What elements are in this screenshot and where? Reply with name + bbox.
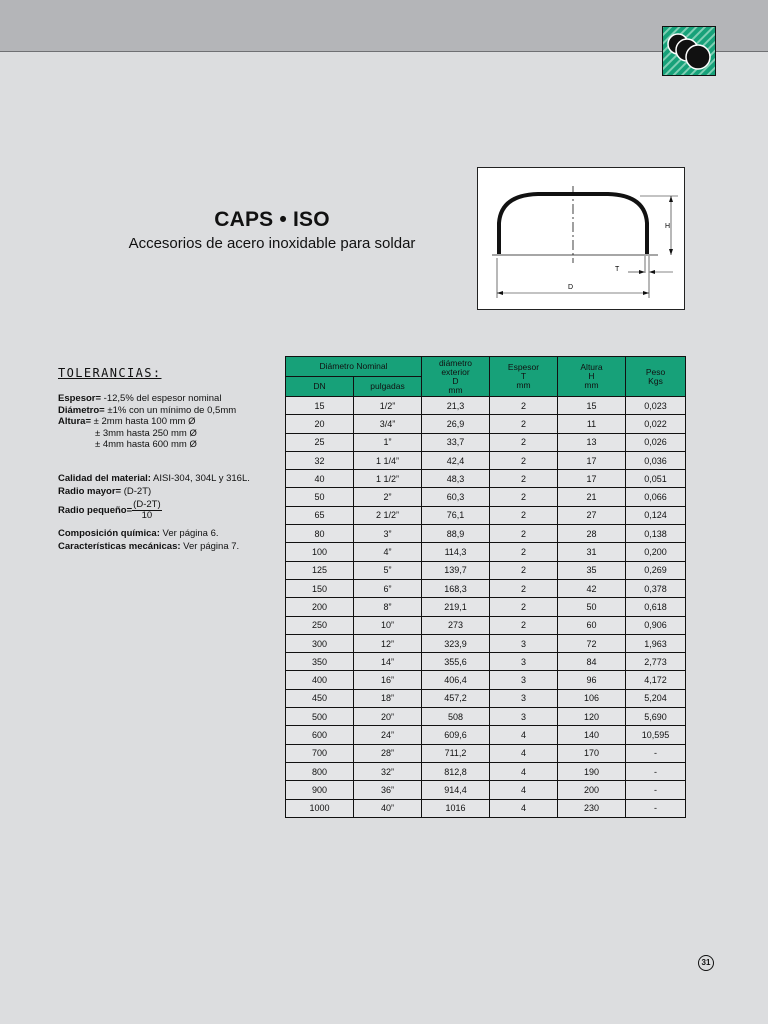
cell-dn: 150 xyxy=(286,579,354,597)
cell-altura: 13 xyxy=(558,433,626,451)
altura-line-3: ± 4mm hasta 600 mm Ø xyxy=(95,439,197,450)
table-row xyxy=(286,653,686,671)
cell-diametro-exterior: 60,3 xyxy=(422,488,490,506)
label-d: D xyxy=(568,284,574,291)
cell-altura: 190 xyxy=(558,762,626,780)
cell-pulgadas: 1/2” xyxy=(354,397,422,415)
cell-espesor: 2 xyxy=(490,598,558,616)
cell-peso: 0,378 xyxy=(626,579,686,597)
cell-peso: 0,026 xyxy=(626,433,686,451)
cell-peso: 1,963 xyxy=(626,634,686,652)
header-altura-mm: mm xyxy=(584,380,599,390)
cell-dn: 125 xyxy=(286,561,354,579)
cell-diametro-exterior: 76,1 xyxy=(422,506,490,524)
table-row xyxy=(286,397,686,415)
cell-dn: 800 xyxy=(286,762,354,780)
cell-altura: 106 xyxy=(558,689,626,707)
cell-peso: 0,618 xyxy=(626,598,686,616)
cell-dn: 40 xyxy=(286,470,354,488)
cell-altura: 42 xyxy=(558,579,626,597)
cell-diametro-exterior: 508 xyxy=(422,708,490,726)
table-row xyxy=(286,799,686,817)
cell-diametro-exterior: 139,7 xyxy=(422,561,490,579)
cell-diametro-exterior: 26,9 xyxy=(422,415,490,433)
cell-pulgadas: 14” xyxy=(354,653,422,671)
table-row xyxy=(286,579,686,597)
cell-altura: 96 xyxy=(558,671,626,689)
cell-dn: 20 xyxy=(286,415,354,433)
cell-pulgadas: 3” xyxy=(354,525,422,543)
cell-dn: 900 xyxy=(286,781,354,799)
cell-altura: 120 xyxy=(558,708,626,726)
cell-altura: 230 xyxy=(558,799,626,817)
cell-peso: 10,595 xyxy=(626,726,686,744)
cell-espesor: 2 xyxy=(490,433,558,451)
cell-peso: 0,023 xyxy=(626,397,686,415)
diametro-value: ±1% con un mínimo de 0,5mm xyxy=(104,404,237,416)
cell-pulgadas: 10” xyxy=(354,616,422,634)
cell-peso: 0,124 xyxy=(626,506,686,524)
cell-espesor: 2 xyxy=(490,579,558,597)
cell-altura: 15 xyxy=(558,397,626,415)
cell-altura: 140 xyxy=(558,726,626,744)
cell-peso: 0,036 xyxy=(626,451,686,469)
cell-espesor: 2 xyxy=(490,397,558,415)
cell-peso: 0,200 xyxy=(626,543,686,561)
cell-pulgadas: 12” xyxy=(354,634,422,652)
cell-espesor: 4 xyxy=(490,726,558,744)
cell-peso: 0,906 xyxy=(626,616,686,634)
cell-diametro-exterior: 42,4 xyxy=(422,451,490,469)
cell-espesor: 2 xyxy=(490,543,558,561)
cell-diametro-exterior: 711,2 xyxy=(422,744,490,762)
header-diam-ext-label: diámetro exterior xyxy=(438,357,473,377)
top-band xyxy=(0,0,768,52)
cell-espesor: 4 xyxy=(490,744,558,762)
cell-pulgadas: 24” xyxy=(354,726,422,744)
cell-peso: 0,051 xyxy=(626,470,686,488)
cell-altura: 170 xyxy=(558,744,626,762)
table-row xyxy=(286,762,686,780)
cell-diametro-exterior: 219,1 xyxy=(422,598,490,616)
tolerances-block xyxy=(58,393,236,451)
cell-diametro-exterior: 812,8 xyxy=(422,762,490,780)
cell-peso: 0,269 xyxy=(626,561,686,579)
cell-diametro-exterior: 914,4 xyxy=(422,781,490,799)
header-pulgadas: pulgadas xyxy=(354,377,422,397)
cell-espesor: 2 xyxy=(490,415,558,433)
table-row xyxy=(286,616,686,634)
cell-pulgadas: 18” xyxy=(354,689,422,707)
cell-diametro-exterior: 21,3 xyxy=(422,397,490,415)
header-altura xyxy=(558,357,626,397)
cell-espesor: 2 xyxy=(490,506,558,524)
composicion-value: Ver página 6. xyxy=(159,528,219,539)
cell-diametro-exterior: 323,9 xyxy=(422,634,490,652)
radio-mayor-value: (D-2T) xyxy=(121,486,152,497)
table-row xyxy=(286,451,686,469)
cell-espesor: 2 xyxy=(490,488,558,506)
cell-pulgadas: 16” xyxy=(354,671,422,689)
header-peso-kgs: Kgs xyxy=(648,375,663,386)
calidad-label: Calidad del material: xyxy=(58,473,151,484)
cell-dn: 15 xyxy=(286,397,354,415)
company-logo-icon xyxy=(662,26,716,76)
cell-pulgadas: 1 1/4” xyxy=(354,451,422,469)
dimensions-table xyxy=(285,356,686,818)
cell-peso: 4,172 xyxy=(626,671,686,689)
header-diam-mm: mm xyxy=(448,384,463,395)
tolerance-espesor xyxy=(58,393,236,405)
altura-label: Altura= xyxy=(58,416,91,427)
cell-dn: 700 xyxy=(286,744,354,762)
cell-espesor: 3 xyxy=(490,634,558,652)
cap-diagram xyxy=(477,167,685,310)
cell-espesor: 4 xyxy=(490,781,558,799)
cell-espesor: 4 xyxy=(490,762,558,780)
cell-dn: 50 xyxy=(286,488,354,506)
cell-pulgadas: 1” xyxy=(354,433,422,451)
cell-pulgadas: 2 1/2” xyxy=(354,506,422,524)
cell-dn: 500 xyxy=(286,708,354,726)
header-dn: DN xyxy=(286,377,354,397)
header-peso-label: Peso xyxy=(645,366,666,377)
cell-altura: 21 xyxy=(558,488,626,506)
radio-mayor xyxy=(58,485,250,498)
caracteristicas-value: Ver página 7. xyxy=(180,541,240,552)
cell-pulgadas: 36” xyxy=(354,781,422,799)
cell-pulgadas: 40” xyxy=(354,799,422,817)
cell-espesor: 3 xyxy=(490,708,558,726)
cell-altura: 200 xyxy=(558,781,626,799)
cell-dn: 65 xyxy=(286,506,354,524)
header-altura-h: H xyxy=(588,371,595,381)
radio-pequeno xyxy=(58,500,250,521)
cell-dn: 100 xyxy=(286,543,354,561)
cell-altura: 50 xyxy=(558,598,626,616)
header-nominal: Diámetro Nominal xyxy=(286,357,422,377)
diametro-label: Diámetro= xyxy=(58,404,105,416)
cell-espesor: 2 xyxy=(490,616,558,634)
cell-dn: 300 xyxy=(286,634,354,652)
cell-diametro-exterior: 355,6 xyxy=(422,653,490,671)
page-subtitle: Accesorios de acero inoxidable para soldar xyxy=(128,235,416,252)
cell-altura: 60 xyxy=(558,616,626,634)
cell-dn: 80 xyxy=(286,525,354,543)
header-diametro-exterior xyxy=(422,357,490,397)
material-block xyxy=(58,472,250,553)
cap-drawing xyxy=(478,168,683,308)
cell-altura: 84 xyxy=(558,653,626,671)
calidad-value: AISI-304, 304L y 316L. xyxy=(150,473,250,484)
cell-dn: 1000 xyxy=(286,799,354,817)
calidad-material xyxy=(58,472,250,485)
cell-espesor: 4 xyxy=(490,799,558,817)
header-espesor-label: Espesor xyxy=(507,362,540,372)
cell-altura: 27 xyxy=(558,506,626,524)
cell-diametro-exterior: 33,7 xyxy=(422,433,490,451)
label-t: T xyxy=(615,266,620,273)
cell-pulgadas: 28” xyxy=(354,744,422,762)
table-row xyxy=(286,561,686,579)
label-h: H xyxy=(665,223,671,230)
cell-diametro-exterior: 114,3 xyxy=(422,543,490,561)
altura-value: ± 2mm hasta 100 mm Ø xyxy=(91,416,196,427)
cell-dn: 25 xyxy=(286,433,354,451)
cell-dn: 250 xyxy=(286,616,354,634)
table-row xyxy=(286,744,686,762)
fraction-denominator: 10 xyxy=(141,510,153,521)
header-peso xyxy=(626,357,686,397)
table-row xyxy=(286,671,686,689)
cell-altura: 17 xyxy=(558,451,626,469)
table-row xyxy=(286,470,686,488)
radio-pequeno-fraction xyxy=(132,500,161,521)
cell-altura: 35 xyxy=(558,561,626,579)
cell-pulgadas: 5” xyxy=(354,561,422,579)
caracteristicas-mecanicas xyxy=(58,540,250,553)
cell-diametro-exterior: 168,3 xyxy=(422,579,490,597)
cell-peso: 5,690 xyxy=(626,708,686,726)
cell-pulgadas: 8” xyxy=(354,598,422,616)
cell-altura: 31 xyxy=(558,543,626,561)
cell-diametro-exterior: 457,2 xyxy=(422,689,490,707)
cell-espesor: 3 xyxy=(490,653,558,671)
page-title: CAPS • ISO xyxy=(214,208,330,231)
tolerance-diametro xyxy=(58,405,236,417)
table-row xyxy=(286,525,686,543)
espesor-value: -12,5% del espesor nominal xyxy=(101,393,222,404)
cell-altura: 17 xyxy=(558,470,626,488)
cell-peso: - xyxy=(626,744,686,762)
header-espesor-mm: mm xyxy=(516,380,531,390)
table-row xyxy=(286,506,686,524)
cell-diametro-exterior: 273 xyxy=(422,616,490,634)
cell-dn: 200 xyxy=(286,598,354,616)
altura-line-2: ± 3mm hasta 250 mm Ø xyxy=(95,427,197,439)
cell-dn: 450 xyxy=(286,689,354,707)
cell-dn: 350 xyxy=(286,653,354,671)
cell-pulgadas: 4” xyxy=(354,543,422,561)
tolerances-heading: TOLERANCIAS: xyxy=(58,366,162,380)
cell-diametro-exterior: 88,9 xyxy=(422,525,490,543)
cell-peso: - xyxy=(626,781,686,799)
page-number: 31 xyxy=(698,955,714,971)
composicion-label: Composición química: xyxy=(58,528,160,539)
cell-peso: - xyxy=(626,762,686,780)
cell-pulgadas: 20” xyxy=(354,708,422,726)
cell-pulgadas: 2” xyxy=(354,488,422,506)
cell-peso: 0,022 xyxy=(626,415,686,433)
header-altura-label: Altura xyxy=(580,362,603,372)
cell-peso: 0,066 xyxy=(626,488,686,506)
cell-espesor: 2 xyxy=(490,470,558,488)
table-row xyxy=(286,726,686,744)
tolerance-altura xyxy=(58,416,236,428)
table-row xyxy=(286,598,686,616)
table-row xyxy=(286,708,686,726)
cell-espesor: 3 xyxy=(490,671,558,689)
table-row xyxy=(286,781,686,799)
cell-peso: 2,773 xyxy=(626,653,686,671)
table-row xyxy=(286,634,686,652)
cell-diametro-exterior: 48,3 xyxy=(422,470,490,488)
table-row xyxy=(286,488,686,506)
cell-altura: 28 xyxy=(558,525,626,543)
cell-diametro-exterior: 406,4 xyxy=(422,671,490,689)
composicion-quimica xyxy=(58,527,250,540)
caracteristicas-label: Características mecánicas: xyxy=(58,541,181,552)
cell-espesor: 2 xyxy=(490,451,558,469)
cell-pulgadas: 1 1/2” xyxy=(354,470,422,488)
cell-espesor: 3 xyxy=(490,689,558,707)
table-row xyxy=(286,415,686,433)
table-row xyxy=(286,689,686,707)
header-espesor xyxy=(490,357,558,397)
cell-peso: - xyxy=(626,799,686,817)
radio-pequeno-label: Radio pequeño= xyxy=(58,505,133,517)
cell-diametro-exterior: 1016 xyxy=(422,799,490,817)
cell-diametro-exterior: 609,6 xyxy=(422,726,490,744)
cell-dn: 400 xyxy=(286,671,354,689)
header-diam-d: D xyxy=(452,375,459,386)
cell-espesor: 2 xyxy=(490,525,558,543)
cell-peso: 5,204 xyxy=(626,689,686,707)
table-row xyxy=(286,433,686,451)
cell-pulgadas: 32” xyxy=(354,762,422,780)
radio-mayor-label: Radio mayor= xyxy=(58,486,122,497)
table-row xyxy=(286,543,686,561)
cell-espesor: 2 xyxy=(490,561,558,579)
espesor-label: Espesor= xyxy=(58,393,102,404)
cell-pulgadas: 6” xyxy=(354,579,422,597)
cell-pulgadas: 3/4” xyxy=(354,415,422,433)
cell-dn: 600 xyxy=(286,726,354,744)
header-espesor-t: T xyxy=(520,371,527,381)
fraction-numerator: (D-2T) xyxy=(133,499,161,510)
cell-altura: 11 xyxy=(558,415,626,433)
cell-peso: 0,138 xyxy=(626,525,686,543)
cell-altura: 72 xyxy=(558,634,626,652)
cell-dn: 32 xyxy=(286,451,354,469)
